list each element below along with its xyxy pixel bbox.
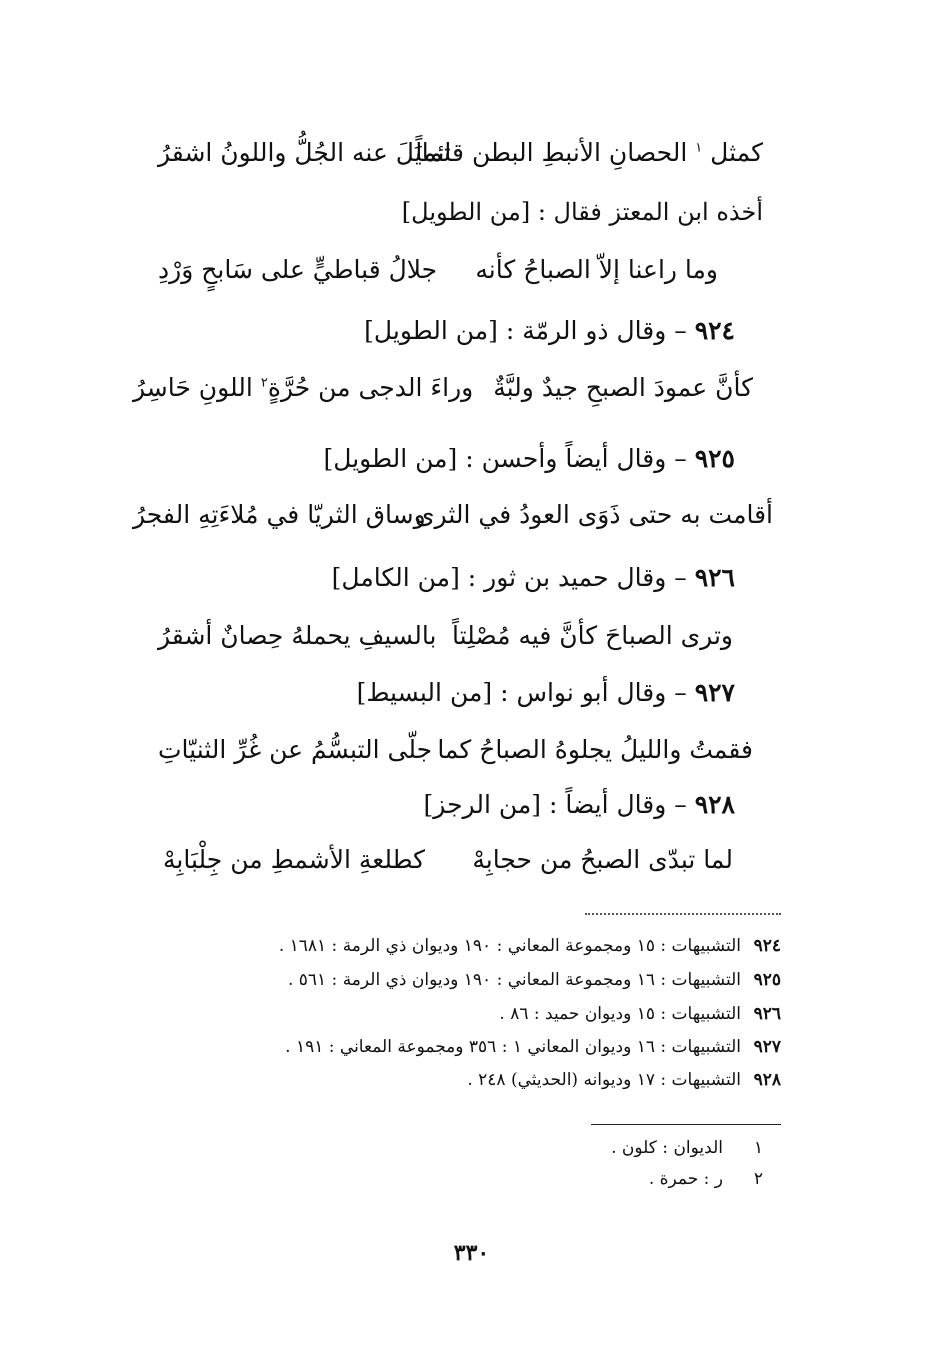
verse-5-first-hemistich: وترى الصباحَ كأنَّ فيه مُصْلِتاً [451, 621, 733, 650]
heading-928 [424, 792, 735, 817]
source-text: التشبيهات : ١٦ وديوان المعاني ١ : ٣٥٦ ومجموعة المعاني : ١٩١ . [285, 1037, 741, 1057]
verse-6 [158, 737, 753, 777]
entry-number: ٩٢٨ [694, 790, 735, 819]
entry-number: ٩٢٦ [694, 563, 735, 592]
heading-925 [324, 446, 735, 471]
heading-text: – وقال أبو نواس : [من البسيط] [356, 678, 687, 707]
verse-1-second-hemistich: تمايَلَ عنه الجُلُّ واللونُ اشقرُ [158, 138, 451, 167]
verse-1 [158, 140, 763, 180]
footnote-2 [649, 1171, 763, 1188]
entry-number: ٩٢٤ [694, 316, 735, 345]
source-number: ٩٢٨ [753, 1070, 781, 1090]
footnotes-separator [591, 1124, 781, 1125]
verse-4-second-hemistich: وساق الثريّا في مُلاءَتِهِ الفجرُ [133, 500, 426, 529]
verse-1-first-rest: الحصانِ الأنبطِ البطن قائماً [415, 138, 696, 167]
source-number: ٩٢٤ [753, 936, 781, 956]
footnote-number: ٢ [753, 1169, 763, 1189]
source-line-928 [467, 1072, 781, 1089]
footnote-ref-1: ١ [695, 140, 703, 156]
heading-text: – وقال حميد بن ثور : [من الكامل] [331, 563, 687, 592]
verse-3-second-hemistich [133, 375, 473, 400]
source-number: ٩٢٧ [753, 1037, 781, 1057]
footnote-text: الديوان : كلون . [611, 1138, 723, 1158]
verse-2 [158, 257, 718, 297]
footnote-ref-2: ٢ [260, 375, 268, 391]
source-line-925 [288, 972, 781, 989]
heading-text: – وقال أيضاً : [من الرجز] [423, 790, 687, 819]
verse-6-second-hemistich: جلّى التبسُّمُ عن غُرِّ الثنيّاتِ [158, 735, 433, 764]
sources-separator [585, 913, 781, 915]
verse-3-second-rest: اللونِ حَاسِرُ [133, 373, 261, 402]
verse-5 [158, 623, 733, 663]
intro-line: أخذه ابن المعتز فقال : [من الطويل] [401, 198, 763, 226]
verse-7-first-hemistich: لما تبدّى الصبحُ من حجابِهْ [472, 845, 733, 874]
page-number: ٣٣٠ [453, 1240, 490, 1266]
verse-7 [163, 847, 733, 887]
verse-5-second-hemistich: بالسيفِ يحملهُ حِصانٌ أشقرُ [158, 621, 437, 650]
verse-6-first-hemistich: فقمتُ والليلُ يجلوهُ الصباحُ كما [437, 735, 753, 764]
footnote-1 [611, 1140, 763, 1157]
source-line-927 [285, 1039, 781, 1056]
source-text: التشبيهات : ١٥ ومجموعة المعاني : ١٩٠ وديوان ذي الرمة : ١٦٨١ . [278, 936, 741, 956]
entry-number: ٩٢٥ [694, 444, 735, 473]
heading-926 [332, 565, 735, 590]
verse-1-first-text: كمثل [702, 138, 763, 167]
verse-4-first-hemistich: أقامت به حتى ذَوَى العودُ في الثرى [414, 500, 773, 529]
source-number: ٩٢٥ [753, 970, 781, 990]
footnote-text: ر : حمرة . [648, 1169, 723, 1189]
entry-number: ٩٢٧ [694, 678, 735, 707]
heading-text: – وقال ذو الرمّة : [من الطويل] [364, 316, 687, 345]
footnote-number: ١ [753, 1138, 763, 1158]
verse-2-first-hemistich: وما راعنا إلاّ الصباحُ كأنه [475, 255, 718, 284]
verse-7-second-hemistich: كطلعةِ الأشمطِ من جِلْبَابِهْ [163, 845, 425, 874]
heading-text: – وقال أيضاً وأحسن : [من الطويل] [323, 444, 687, 473]
verse-2-second-hemistich: جلالُ قباطيٍّ على سَابحٍ وَرْدِ [158, 255, 438, 284]
source-number: ٩٢٦ [753, 1004, 781, 1024]
heading-924 [364, 318, 735, 343]
verse-1-first-hemistich [415, 140, 763, 165]
source-text: التشبيهات : ١٦ ومجموعة المعاني : ١٩٠ وديوان ذي الرمة : ٥٦١ . [287, 970, 741, 990]
verse-3-first-hemistich: كأنَّ عمودَ الصبحِ جيدٌ ولبَّةٌ [493, 373, 753, 402]
heading-927 [357, 680, 735, 705]
source-text: التشبيهات : ١٥ وديوان حميد : ٨٦ . [499, 1004, 741, 1024]
verse-3-second-text: وراءَ الدجى من حُرَّةٍ [267, 373, 474, 402]
verse-4 [133, 502, 773, 542]
source-text: التشبيهات : ١٧ وديوانه (الحديثي) ٢٤٨ . [467, 1070, 741, 1090]
source-line-926 [499, 1006, 781, 1023]
verse-3 [133, 375, 753, 415]
source-line-924 [279, 938, 781, 955]
